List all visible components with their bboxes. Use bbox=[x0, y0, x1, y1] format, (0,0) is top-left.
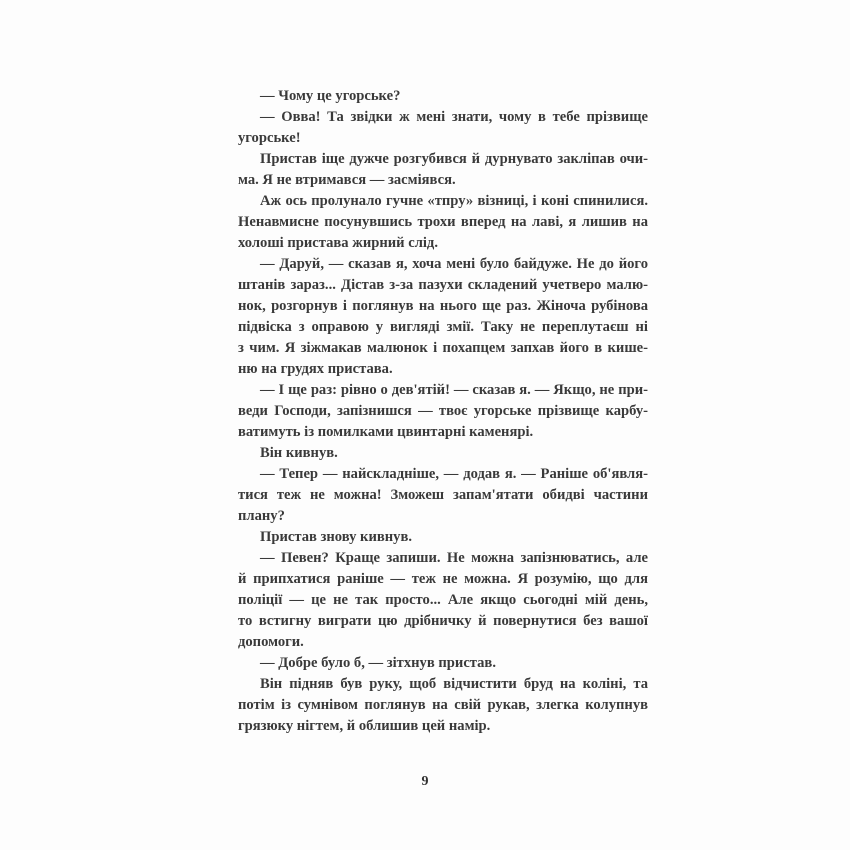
text-line: Він кивнув. bbox=[260, 445, 338, 461]
paragraph bbox=[238, 191, 648, 254]
text-line: штанів зараз... Дістав з-за пазухи складений учетверо малю- bbox=[238, 277, 648, 293]
text-line: поліції — це не так просто... Але якщо сьогодні мій день, bbox=[238, 592, 648, 608]
text-line: допомоги. bbox=[238, 634, 304, 650]
paragraph bbox=[238, 149, 648, 191]
text-line: то встигну виграти цю дрібничку й повернутися без вашої bbox=[238, 613, 648, 629]
text-line: — І ще раз: рівно о дев'ятій! — сказав я. — Якщо, не при- bbox=[260, 382, 648, 398]
text-line: Аж ось пролунало гучне «тпру» візниці, і коні спинилися. bbox=[260, 193, 648, 209]
page-number: 9 bbox=[421, 774, 429, 789]
paragraph bbox=[238, 107, 648, 149]
text-line: грязюку нігтем, й облишив цей намір. bbox=[238, 718, 491, 734]
text-line: з чим. Я зіжмакав малюнок і похапцем запхав його в кише- bbox=[238, 340, 648, 356]
paragraph bbox=[238, 674, 648, 737]
text-line: плану? bbox=[238, 508, 285, 524]
paragraph bbox=[238, 548, 648, 653]
text-line: холоші пристава жирний слід. bbox=[238, 235, 438, 251]
text-line: — Даруй, — сказав я, хоча мені було байдуже. Не до його bbox=[260, 256, 648, 272]
text-line: — Певен? Краще запиши. Не можна запізнюватись, але bbox=[260, 550, 648, 566]
paragraph bbox=[238, 464, 648, 527]
text-line: Ненавмисне посунувшись трохи вперед на лаві, я лишив на bbox=[238, 214, 648, 230]
paragraph bbox=[238, 443, 648, 464]
text-line: Він підняв був руку, щоб відчистити бруд на коліні, та bbox=[260, 676, 648, 692]
text-line: веди Господи, запізнишся — твоє угорське прізвище карбу- bbox=[238, 403, 648, 419]
body-text bbox=[238, 86, 648, 737]
paragraph bbox=[238, 653, 648, 674]
text-line: — Тепер — найскладніше, — додав я. — Раніше об'явля- bbox=[260, 466, 648, 482]
text-line: ма. Я не втримався — засміявся. bbox=[238, 172, 456, 188]
text-line: — Овва! Та звідки ж мені знати, чому в тебе прізвище bbox=[260, 109, 648, 125]
paragraph bbox=[238, 380, 648, 443]
paragraph bbox=[238, 527, 648, 548]
text-line: нок, розгорнув і поглянув на нього ще раз. Жіноча рубінова bbox=[238, 298, 648, 314]
text-line: й припхатися раніше — теж не можна. Я розумію, що для bbox=[238, 571, 648, 587]
text-line: угорське! bbox=[238, 130, 301, 146]
text-line: ватимуть із помилками цвинтарні каменярі. bbox=[238, 424, 534, 440]
text-line: потім із сумнівом поглянув на свій рукав, злегка колупнув bbox=[238, 697, 648, 713]
text-line: підвіска з оправою у вигляді змії. Таку не переплутаєш ні bbox=[238, 319, 648, 335]
paragraph bbox=[238, 86, 648, 107]
text-line: — Чому це угорське? bbox=[260, 88, 401, 104]
text-line: тися теж не можна! Зможеш запам'ятати обидві частини bbox=[238, 487, 648, 503]
text-line: Пристав іще дужче розгубився й дурнувато заклiпав очи- bbox=[260, 151, 648, 167]
text-line: ню на грудях пристава. bbox=[238, 361, 393, 377]
text-line: Пристав знову кивнув. bbox=[260, 529, 412, 545]
text-line: — Добре було б, — зітхнув пристав. bbox=[260, 655, 496, 671]
paragraph bbox=[238, 254, 648, 380]
